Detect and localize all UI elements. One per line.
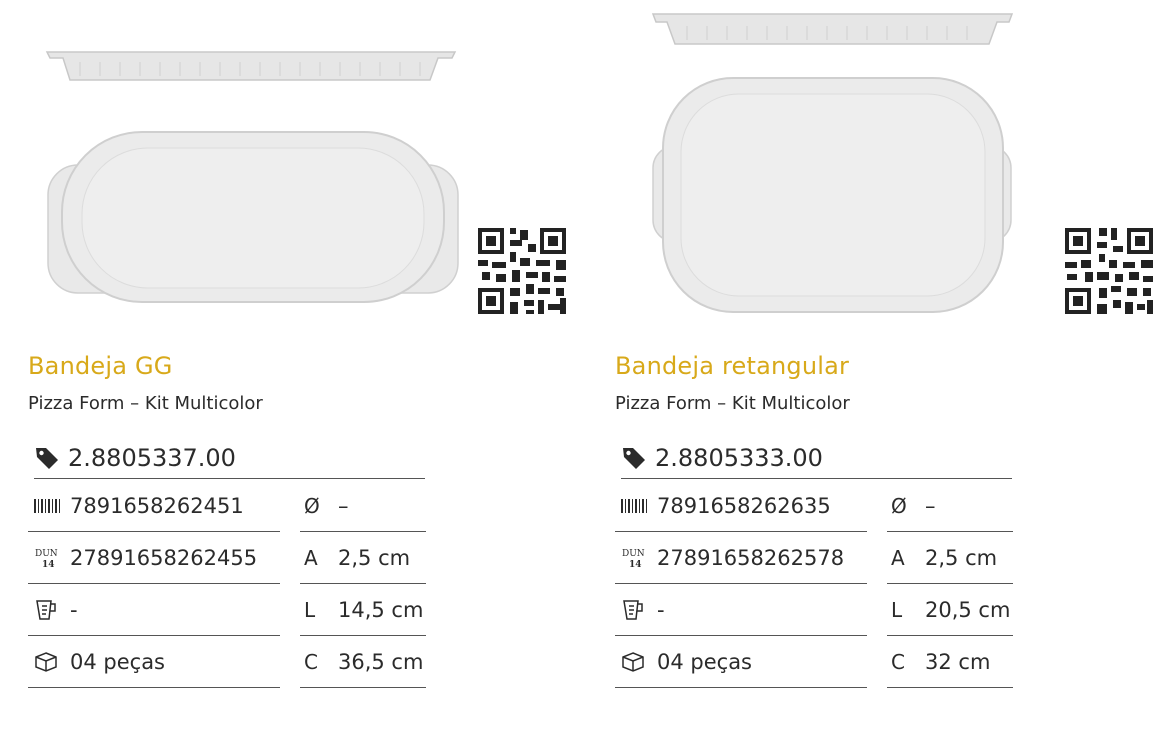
diameter-icon: Ø bbox=[304, 493, 320, 518]
pack-row bbox=[28, 636, 280, 688]
product-image-bandeja-retangular bbox=[587, 0, 1017, 320]
width-value: 20,5 cm bbox=[925, 597, 1011, 622]
length-label: C bbox=[891, 649, 905, 674]
qr-code-icon bbox=[1063, 226, 1155, 316]
ean-row bbox=[28, 480, 280, 532]
ean-value: 7891658262635 bbox=[657, 493, 831, 518]
box-icon bbox=[621, 651, 651, 673]
width-row bbox=[300, 584, 426, 636]
height-label: A bbox=[891, 545, 905, 570]
height-row bbox=[300, 532, 426, 584]
price-tag-icon bbox=[621, 445, 647, 471]
volume-value: - bbox=[657, 597, 665, 622]
length-row bbox=[300, 636, 426, 688]
ean-value: 7891658262451 bbox=[70, 493, 244, 518]
svg-text:14: 14 bbox=[629, 559, 642, 570]
dun-row bbox=[615, 532, 867, 584]
height-value: 2,5 cm bbox=[925, 545, 998, 570]
volume-value: - bbox=[70, 597, 78, 622]
product-code: 2.8805337.00 bbox=[68, 444, 236, 472]
diameter-row bbox=[887, 480, 1013, 532]
product-card-bandeja-gg bbox=[0, 0, 560, 730]
svg-text:14: 14 bbox=[42, 559, 55, 570]
diameter-icon: Ø bbox=[891, 493, 907, 518]
qr-code-icon bbox=[476, 226, 568, 316]
product-code-row bbox=[621, 438, 1012, 479]
width-row bbox=[887, 584, 1013, 636]
product-title: Bandeja GG bbox=[28, 352, 173, 380]
length-value: 36,5 cm bbox=[338, 649, 424, 674]
product-code: 2.8805333.00 bbox=[655, 444, 823, 472]
spec-list-dimensions bbox=[887, 480, 1013, 688]
svg-text:DUN: DUN bbox=[622, 548, 645, 559]
ean-row bbox=[615, 480, 867, 532]
pack-value: 04 peças bbox=[657, 649, 753, 674]
height-label: A bbox=[304, 545, 318, 570]
volume-row bbox=[28, 584, 280, 636]
measuring-cup-icon bbox=[621, 599, 651, 621]
svg-text:DUN: DUN bbox=[35, 548, 58, 559]
spec-list-primary bbox=[28, 480, 280, 688]
dun-value: 27891658262455 bbox=[70, 545, 258, 570]
width-value: 14,5 cm bbox=[338, 597, 424, 622]
dun-row bbox=[28, 532, 280, 584]
barcode-icon bbox=[34, 499, 64, 513]
dun14-icon bbox=[621, 546, 651, 570]
dun14-icon bbox=[34, 546, 64, 570]
height-row bbox=[887, 532, 1013, 584]
measuring-cup-icon bbox=[34, 599, 64, 621]
height-value: 2,5 cm bbox=[338, 545, 411, 570]
pack-row bbox=[615, 636, 867, 688]
diameter-value: – bbox=[925, 493, 936, 518]
box-icon bbox=[34, 651, 64, 673]
length-label: C bbox=[304, 649, 318, 674]
volume-row bbox=[615, 584, 867, 636]
width-label: L bbox=[304, 597, 316, 622]
diameter-row bbox=[300, 480, 426, 532]
dun-value: 27891658262578 bbox=[657, 545, 845, 570]
length-value: 32 cm bbox=[925, 649, 991, 674]
product-image-bandeja-gg bbox=[0, 0, 470, 320]
price-tag-icon bbox=[34, 445, 60, 471]
barcode-icon bbox=[621, 499, 651, 513]
product-card-bandeja-retangular bbox=[587, 0, 1147, 730]
product-code-row bbox=[34, 438, 425, 479]
width-label: L bbox=[891, 597, 903, 622]
diameter-value: – bbox=[338, 493, 349, 518]
product-title: Bandeja retangular bbox=[615, 352, 850, 380]
product-subtitle: Pizza Form – Kit Multicolor bbox=[615, 393, 850, 414]
spec-list-dimensions bbox=[300, 480, 426, 688]
length-row bbox=[887, 636, 1013, 688]
pack-value: 04 peças bbox=[70, 649, 166, 674]
product-subtitle: Pizza Form – Kit Multicolor bbox=[28, 393, 263, 414]
spec-list-primary bbox=[615, 480, 867, 688]
